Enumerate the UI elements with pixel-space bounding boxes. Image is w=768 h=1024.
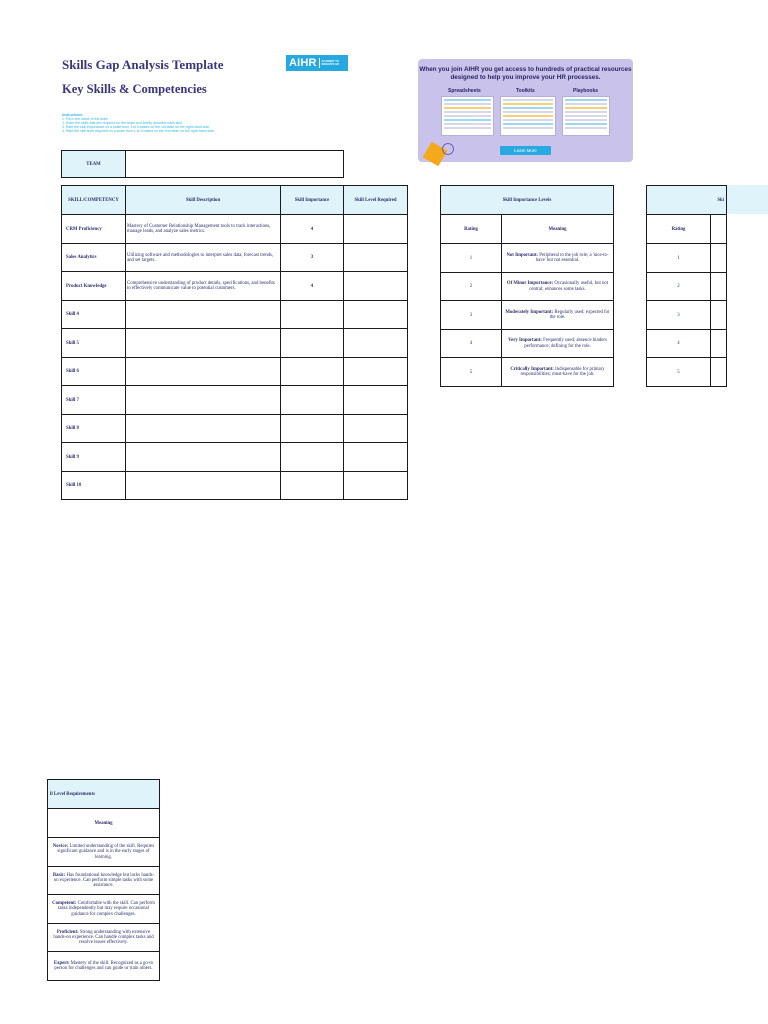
skill-level-meaning xyxy=(48,867,160,895)
table-row xyxy=(62,272,408,301)
instruction-step: 2. Enter the skills that are required for the team and briefly describe each skill xyxy=(62,121,182,126)
skill-level-rating: 1 xyxy=(647,244,711,273)
skill-description[interactable] xyxy=(126,358,281,386)
team-label: TEAM xyxy=(62,151,126,178)
importance-levels-table xyxy=(440,185,614,387)
level-text: Mastery of the skill. Recognized as a go-to person for challenges and can guide or train others. xyxy=(54,960,154,971)
skill-level-meaning-table xyxy=(47,779,160,981)
skill-name[interactable]: Product Knowledge xyxy=(62,272,126,301)
table-row xyxy=(647,358,727,387)
importance-rating: 3 xyxy=(441,301,502,330)
level-text: Comfortable with the skill. Can perform tasks independently but may require occasional guidance for complex challenges. xyxy=(58,901,155,917)
promo-headline: When you join AIHR you get access to hundreds of practical resources designed to help you improve your HR processes. xyxy=(419,66,632,81)
skill-level-meaning xyxy=(48,895,160,924)
level-term: Basic: xyxy=(52,872,66,878)
skill-level-table-title: Ski xyxy=(647,186,727,215)
skill-description[interactable] xyxy=(126,301,281,329)
importance-meaning xyxy=(502,301,614,330)
skill-importance[interactable] xyxy=(281,472,344,500)
team-input[interactable] xyxy=(126,151,344,178)
skills-table xyxy=(61,185,408,500)
importance-text: Peripheral to the job role; a 'nice-to-have' but not essential. xyxy=(535,252,609,263)
skill-level-rating: 4 xyxy=(647,330,711,358)
table-row xyxy=(62,329,408,358)
skill-description[interactable]: Comprehensive understanding of product details, specifications, and benefits to effectively communicate value to potential customers. xyxy=(126,272,281,301)
importance-text: Indispensable for primary responsibilities; must-have for the job. xyxy=(520,366,605,377)
table-row xyxy=(62,244,408,272)
promo-label-spreadsheets: Spreadsheets xyxy=(448,88,481,94)
skill-name[interactable]: Skill 10 xyxy=(62,472,126,500)
level-term: Competent: xyxy=(52,901,77,907)
importance-col-meaning: Meaning xyxy=(502,215,614,244)
table-row xyxy=(441,330,614,358)
skill-level[interactable] xyxy=(344,329,408,358)
page-title: Skills Gap Analysis Template xyxy=(62,57,224,72)
skill-level-title-fragment: ll Level Requirements xyxy=(48,780,160,809)
skill-level[interactable] xyxy=(344,386,408,415)
table-row xyxy=(48,952,160,981)
importance-term: Critically Important: xyxy=(510,366,554,372)
table-row xyxy=(647,301,727,330)
skill-level[interactable] xyxy=(344,415,408,443)
skill-importance[interactable] xyxy=(281,329,344,358)
skill-name[interactable]: Skill 8 xyxy=(62,415,126,443)
skill-level[interactable] xyxy=(344,215,408,244)
header-level: Skill Level Required xyxy=(344,186,408,215)
skill-name[interactable]: Skill 4 xyxy=(62,301,126,329)
instruction-step: 3. Rate the skill importance on a scale from 1 to 5 based on the 1st table on the right-hand side. xyxy=(62,125,211,130)
skill-level-meaning xyxy=(48,952,160,981)
logo-tagline: ACADEMY TO INNOVATE HR xyxy=(321,60,339,66)
table-row xyxy=(647,244,727,273)
skill-name[interactable]: CRM Proficiency xyxy=(62,215,126,244)
skill-level[interactable] xyxy=(344,472,408,500)
skill-level-col-rating: Rating xyxy=(647,215,711,244)
header-skill: SKILL/COMPETENCY xyxy=(62,186,126,215)
logo-divider xyxy=(319,58,320,68)
promo-label-toolkits: Toolkits xyxy=(516,88,535,94)
table-row xyxy=(441,301,614,330)
skill-description[interactable] xyxy=(126,443,281,472)
aihr-logo[interactable] xyxy=(286,55,348,71)
page-subtitle: Key Skills & Competencies xyxy=(62,82,207,96)
level-text: Has foundational knowledge but lacks hands-on experience. Can perform simple tasks with some assistance. xyxy=(53,872,155,889)
skill-level-meaning xyxy=(48,924,160,952)
skill-level-rating: 5 xyxy=(647,358,711,387)
importance-rating: 4 xyxy=(441,330,502,358)
header-importance: Skill Importance xyxy=(281,186,344,215)
skill-level[interactable] xyxy=(344,244,408,272)
decorative-hexagon-icon xyxy=(442,143,454,155)
skill-name[interactable]: Skill 6 xyxy=(62,358,126,386)
aihr-promo-banner[interactable] xyxy=(418,59,633,162)
importance-meaning xyxy=(502,244,614,273)
importance-rating: 1 xyxy=(441,244,502,273)
importance-text: Regularly used; expected for the role. xyxy=(549,309,610,320)
skill-level[interactable] xyxy=(344,301,408,329)
skill-importance[interactable]: 4 xyxy=(281,272,344,301)
table-row xyxy=(62,358,408,386)
table-row xyxy=(441,273,614,301)
playbook-preview-image xyxy=(562,96,610,136)
header-description: Skill Description xyxy=(126,186,281,215)
skill-importance[interactable] xyxy=(281,443,344,472)
table-row xyxy=(62,472,408,500)
skill-description[interactable] xyxy=(126,472,281,500)
table-row xyxy=(62,443,408,472)
skill-name[interactable]: Skill 7 xyxy=(62,386,126,415)
instructions-title: Instructions: xyxy=(62,113,84,117)
table-row xyxy=(647,273,727,301)
importance-term: Not Important: xyxy=(506,252,539,258)
skill-importance[interactable] xyxy=(281,386,344,415)
learn-more-button[interactable]: Learn More xyxy=(500,146,551,155)
skill-description[interactable]: Mastery of Customer Relationship Management tools to track interactions, manage leads, and analyze sales metrics. xyxy=(126,215,281,244)
promo-label-playbooks: Playbooks xyxy=(573,88,599,94)
level-term: Expert: xyxy=(53,960,70,966)
skill-level-meaning xyxy=(48,838,160,867)
skill-description[interactable] xyxy=(126,415,281,443)
skill-level-table-partial xyxy=(646,185,725,386)
importance-term: Very Important: xyxy=(508,338,542,344)
importance-rating: 5 xyxy=(441,358,502,387)
table-row xyxy=(48,895,160,924)
skill-importance[interactable]: 3 xyxy=(281,244,344,272)
table-row xyxy=(647,330,727,358)
instructions xyxy=(62,113,302,133)
spreadsheet-preview-image xyxy=(441,96,494,136)
instruction-step: 1. Fill in the name of the team xyxy=(62,117,109,122)
table-row xyxy=(62,386,408,415)
level-term: Novice: xyxy=(52,844,69,850)
skill-level-rating: 2 xyxy=(647,273,711,301)
skill-level[interactable] xyxy=(344,443,408,472)
table-row xyxy=(48,867,160,895)
toolkit-preview-image xyxy=(500,96,556,136)
importance-meaning xyxy=(502,330,614,358)
skill-level-table xyxy=(646,185,727,387)
table-row xyxy=(441,244,614,273)
importance-term: Moderately Important: xyxy=(505,309,554,315)
importance-text: Frequently used; absence hinders performance; defining for the role. xyxy=(524,338,607,349)
instruction-step: 4. Rate the skill level required on a scale from 1 to 5 based on the 2nd table on the right-hand side. xyxy=(62,129,215,134)
table-row xyxy=(62,215,408,244)
skill-description[interactable] xyxy=(126,386,281,415)
skill-description[interactable] xyxy=(126,329,281,358)
importance-col-rating: Rating xyxy=(441,215,502,244)
importance-text: Occasionally useful, but not central; enhances some tasks. xyxy=(529,281,609,292)
skill-importance[interactable] xyxy=(281,358,344,386)
importance-rating: 2 xyxy=(441,273,502,301)
skill-level-rating: 3 xyxy=(647,301,711,330)
skill-name[interactable]: Sales Analytics xyxy=(62,244,126,272)
importance-meaning xyxy=(502,273,614,301)
table-row xyxy=(62,301,408,329)
level-text: Strong understanding with extensive hands-on experience. Can handle complex tasks and resolve issues effectively. xyxy=(53,929,154,946)
level-text: Limited understanding of the skill. Requires significant guidance and is in the early stages of learning. xyxy=(57,844,155,860)
skill-level[interactable] xyxy=(344,272,408,301)
level-term: Proficient: xyxy=(56,929,79,935)
table-row xyxy=(48,924,160,952)
skill-name[interactable]: Skill 9 xyxy=(62,443,126,472)
skill-importance[interactable]: 4 xyxy=(281,215,344,244)
logo-text: AIHR xyxy=(289,57,317,69)
skill-importance[interactable] xyxy=(281,415,344,443)
skill-description[interactable]: Utilizing software and methodologies to interpret sales data, forecast trends, and set targets. xyxy=(126,244,281,272)
team-table xyxy=(61,150,344,178)
table-row xyxy=(48,838,160,867)
skill-level-meaning-overflow xyxy=(49,779,160,981)
importance-meaning xyxy=(502,358,614,387)
skill-level-col-meaning: Meaning xyxy=(48,809,160,838)
skill-name[interactable]: Skill 5 xyxy=(62,329,126,358)
table-row xyxy=(441,358,614,387)
skill-level[interactable] xyxy=(344,358,408,386)
importance-table-title: Skill Importance Levels xyxy=(441,186,614,215)
importance-term: Of Minor Importance: xyxy=(506,281,554,287)
skill-importance[interactable] xyxy=(281,301,344,329)
table-row xyxy=(62,415,408,443)
